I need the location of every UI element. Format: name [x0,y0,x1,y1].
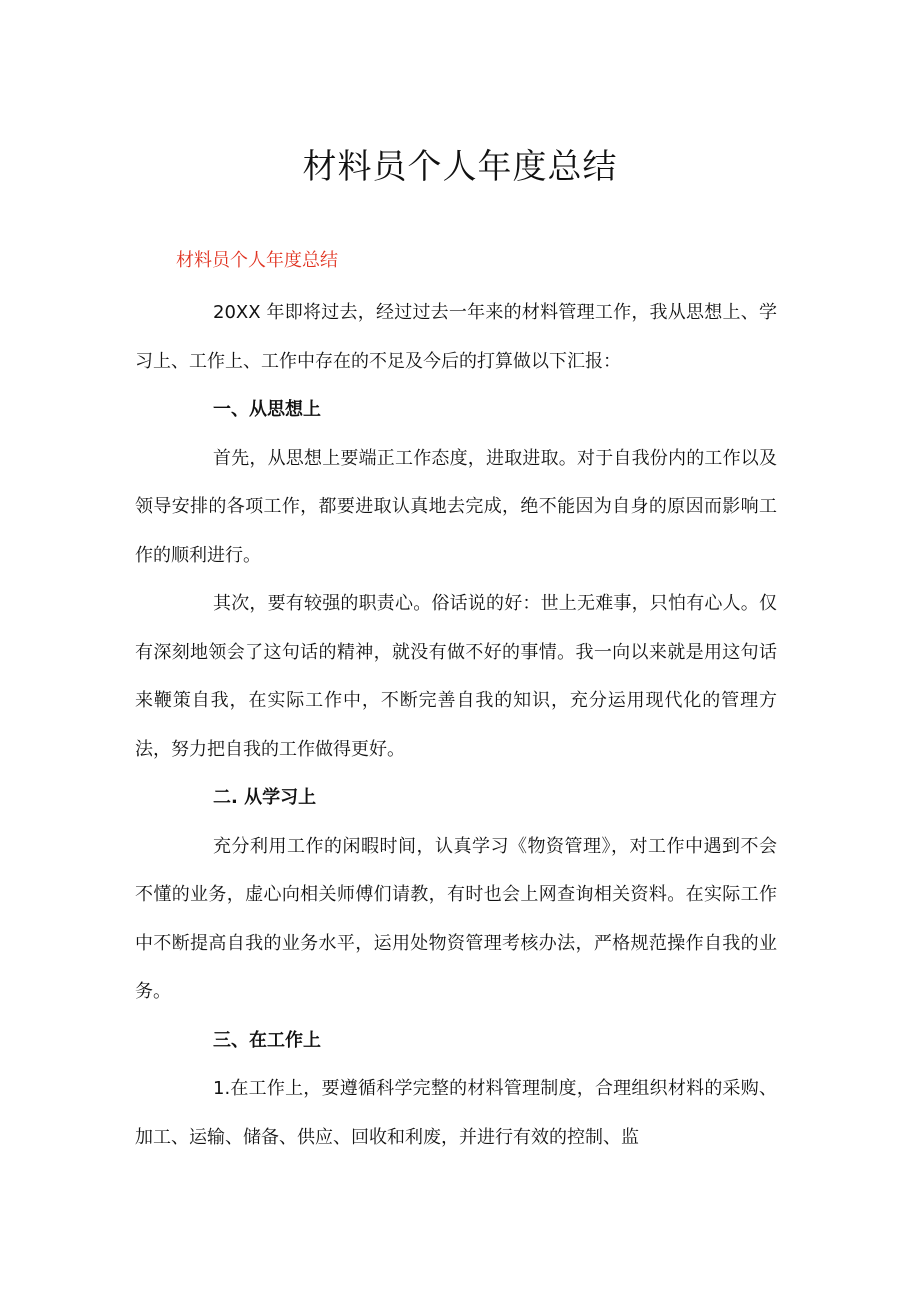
document-subtitle: 材料员个人年度总结 [176,250,338,271]
intro-paragraph: 20XX 年即将过去，经过过去一年来的材料管理工作，我从思想上、学习上、工作上、工作中存在的不足及今后的打算做以下汇报： [135,302,777,372]
section-study-paragraph-1: 充分利用工作的闲暇时间，认真学习《物资管理》，对工作中遇到不会不懂的业务，虚心向相关师傅们请教，有时也会上网查询相关资料。在实际工作中不断提高自我的业务水平，运用处物资管理考核办法，严格规范操作自我的业务。 [135,835,777,1002]
section-heading-work: 三、在工作上 [213,1029,321,1051]
document-title: 材料员个人年度总结 [302,147,618,187]
section-heading-study: 二. 从学习上 [213,787,317,808]
section-thought-paragraph-2: 其次，要有较强的职责心。俗话说的好：世上无难事，只怕有心人。仅有深刻地领会了这句话的精神，就没有做不好的事情。我一向以来就是用这句话来鞭策自我，在实际工作中，不断完善自我的知识，充分运用现代化的管理方法，努力把自我的工作做得更好。 [135,593,777,760]
document-body [135,289,777,1162]
section-thought-paragraph-1: 首先，从思想上要端正工作态度，进取进取。对于自我份内的工作以及领导安排的各项工作，都要进取认真地去完成，绝不能因为自身的原因而影响工作的顺利进行。 [135,447,777,566]
section-heading-thought: 一、从思想上 [213,399,321,420]
section-work-paragraph-1: 1.在工作上，要遵循科学完整的材料管理制度，合理组织材料的采购、加工、运输、储备、供应、回收和利废，并进行有效的控制、监 [135,1078,777,1148]
